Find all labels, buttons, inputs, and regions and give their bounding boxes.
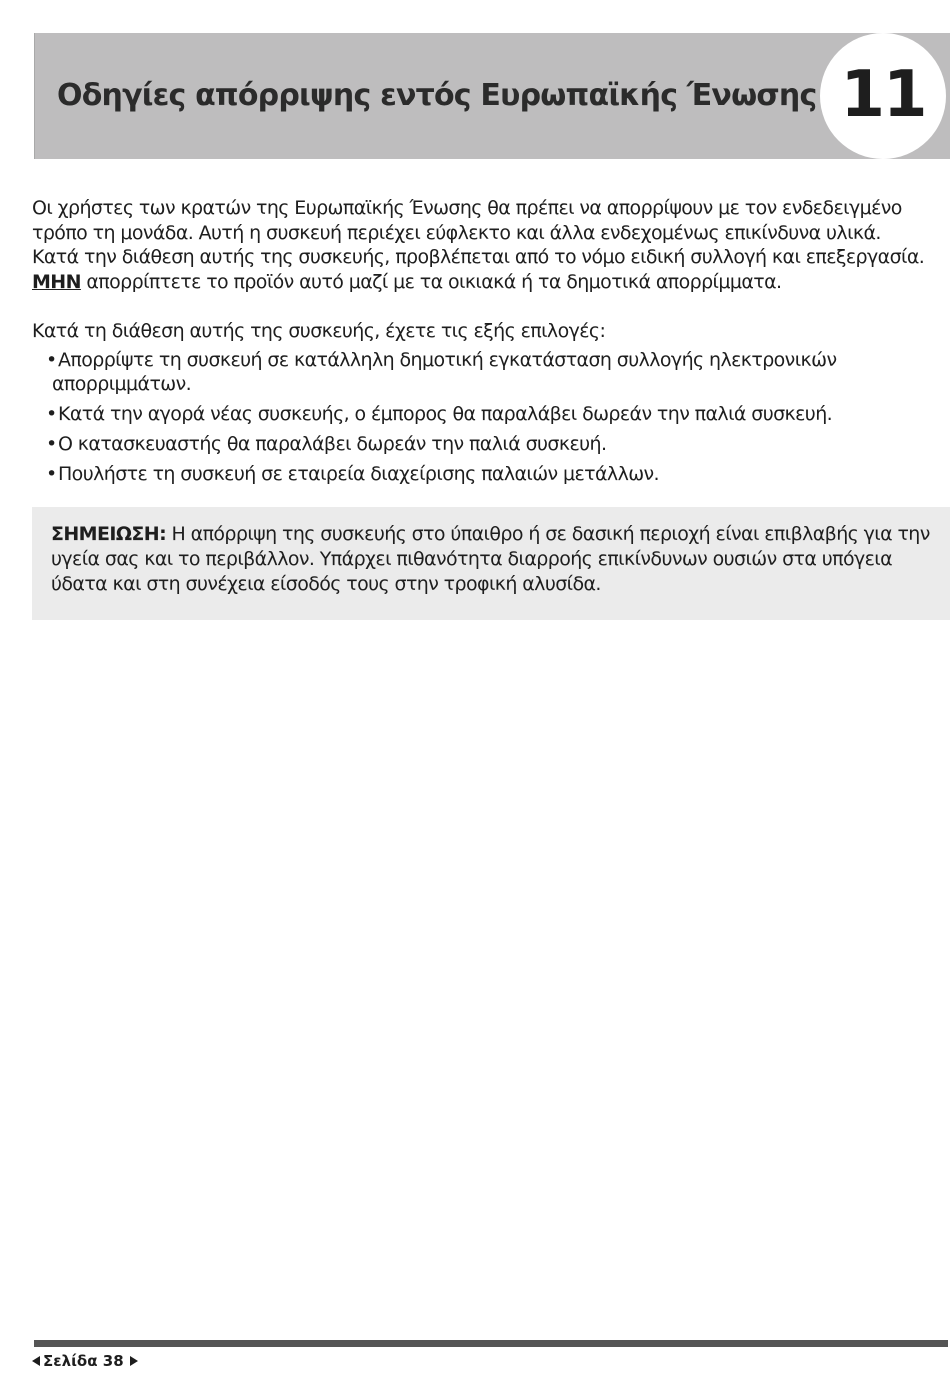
intro-line-1: Οι χρήστες των κρατών της Ευρωπαϊκής Ένωσης θα πρέπει να απορρίψουν με τον ενδεδειγμένο: [32, 197, 902, 219]
bullet-icon: •: [46, 348, 57, 371]
bullet-icon: •: [46, 403, 57, 425]
options-list: [32, 348, 942, 487]
footer-rule: [34, 1340, 948, 1347]
list-item: •Πουλήστε τη συσκευή σε εταιρεία διαχείρισης παλαιών μετάλλων.: [46, 463, 659, 485]
list-item: •Ο κατασκευαστής θα παραλάβει δωρεάν την παλιά συσκευή.: [46, 433, 607, 455]
list-item: •Κατά την αγορά νέας συσκευής, ο έμπορος θα παραλάβει δωρεάν την παλιά συσκευή.: [46, 403, 833, 425]
note-body: Η απόρριψη της συσκευής στο ύπαιθρο ή σε δασική περιοχή είναι επιβλαβής για την υγεία σας και το περιβάλλον. Υπάρχει πιθανότητα διαρροής επικίνδυνων ουσιών στα υπόγεια ύδατα και στη συνέχεια είσοδός τους στην τροφική αλυσίδα.: [51, 523, 930, 595]
intro-line-2: τρόπο τη μονάδα. Αυτή η συσκευή περιέχει εύφλεκτο και άλλα ενδεχομένως επικίνδυνα υλικά.: [32, 221, 881, 244]
bullet-icon: •: [46, 433, 57, 455]
note-text: [51, 522, 946, 597]
emphasis-do-not: ΜΗΝ: [32, 270, 81, 293]
intro-line-3: Κατά την διάθεση αυτής της συσκευής, προβλέπεται από το νόμο ειδική συλλογή και επεξεργασία.: [32, 246, 925, 268]
list-item: •Απορρίψτε τη συσκευή σε κατάλληλη δημοτική εγκατάσταση συλλογής ηλεκτρονικών απορριμμάτων.: [46, 348, 837, 395]
intro-paragraph: [32, 196, 942, 294]
page-number: Σελίδα 38: [43, 1352, 124, 1370]
intro-line-4: απορρίπτετε το προϊόν αυτό μαζί με τα οικιακά ή τα δημοτικά απορρίμματα.: [80, 270, 782, 293]
triangle-left-icon: [32, 1356, 40, 1366]
options-intro: Κατά τη διάθεση αυτής της συσκευής, έχετε τις εξής επιλογές:: [32, 320, 606, 342]
bullet-icon: •: [46, 463, 57, 485]
content: [32, 196, 942, 492]
triangle-right-icon: [130, 1356, 138, 1366]
page-footer: [32, 1351, 138, 1371]
note-label: ΣΗΜΕΙΩΣΗ:: [51, 523, 167, 545]
chapter-number: 11: [840, 58, 926, 132]
page-title: Οδηγίες απόρριψης εντός Ευρωπαϊκής Ένωσης: [57, 78, 817, 113]
